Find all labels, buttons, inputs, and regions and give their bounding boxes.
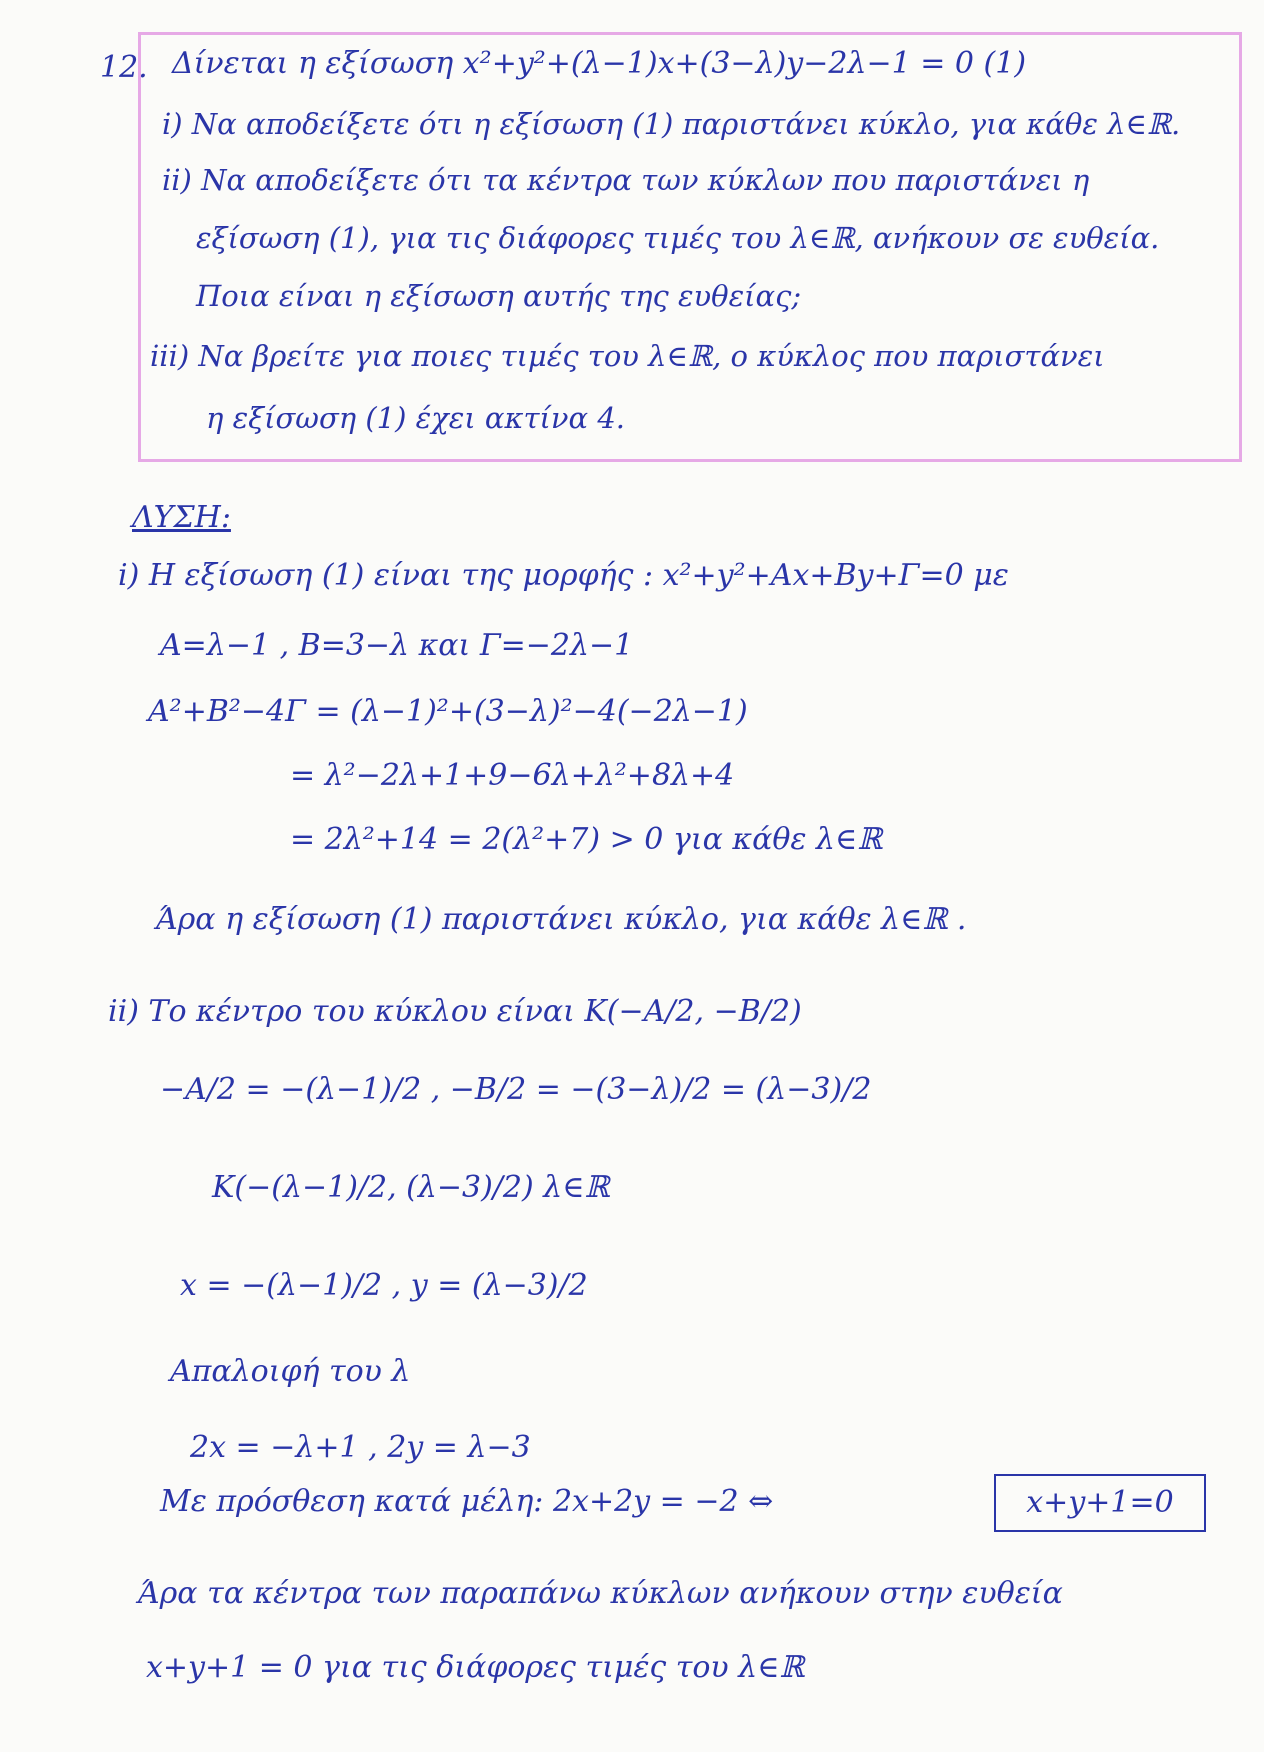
problem-part-ii-line-2: εξίσωση (1), για τις διάφορες τιμές του λ∈ℝ, ανήκουν σε ευθεία. <box>196 221 1160 255</box>
solution-line: A=λ−1 , B=3−λ και Γ=−2λ−1 <box>160 628 634 663</box>
solution-line: K(−(λ−1)/2, (λ−3)/2) λ∈ℝ <box>212 1170 610 1205</box>
solution-line: ii) Το κέντρο του κύκλου είναι K(−A/2, −B/2) <box>108 994 802 1029</box>
problem-part-iii-line-2: η εξίσωση (1) έχει ακτίνα 4. <box>206 401 626 435</box>
solution-line: Απαλοιφή του λ <box>170 1354 411 1389</box>
solution-line: 2x = −λ+1 , 2y = λ−3 <box>190 1430 531 1465</box>
problem-part-iii-line-1: iii) Να βρείτε για ποιες τιμές του λ∈ℝ, ο κύκλος που παριστάνει <box>150 339 1105 373</box>
solution-line: x+y+1 = 0 για τις διάφορες τιμές του λ∈ℝ <box>146 1650 805 1685</box>
solution-line: −A/2 = −(λ−1)/2 , −B/2 = −(3−λ)/2 = (λ−3)/2 <box>160 1072 872 1107</box>
problem-part-ii-line-1: ii) Να αποδείξετε ότι τα κέντρα των κύκλων που παριστάνει η <box>162 163 1090 197</box>
problem-number: 12. <box>100 50 148 85</box>
solution-line: A²+B²−4Γ = (λ−1)²+(3−λ)²−4(−2λ−1) <box>148 694 748 729</box>
problem-part-ii-line-3: Ποια είναι η εξίσωση αυτής της ευθείας; <box>196 279 802 313</box>
solution-line: x = −(λ−1)/2 , y = (λ−3)/2 <box>180 1268 588 1303</box>
problem-part-i: i) Να αποδείξετε ότι η εξίσωση (1) παριστάνει κύκλο, για κάθε λ∈ℝ. <box>162 107 1181 141</box>
solution-line: Με πρόσθεση κατά μέλη: 2x+2y = −2 ⇔ <box>160 1484 774 1519</box>
solution-line: = λ²−2λ+1+9−6λ+λ²+8λ+4 <box>290 758 735 793</box>
solution-line: Άρα τα κέντρα των παραπάνω κύκλων ανήκουν στην ευθεία <box>138 1576 1063 1611</box>
solution-line: i) Η εξίσωση (1) είναι της μορφής : x²+y²+Ax+By+Γ=0 με <box>118 558 1009 593</box>
problem-statement: Δίνεται η εξίσωση x²+y²+(λ−1)x+(3−λ)y−2λ−1 = 0 (1) <box>172 46 1027 81</box>
solution-line: = 2λ²+14 = 2(λ²+7) > 0 για κάθε λ∈ℝ <box>290 822 883 857</box>
solution-line: Άρα η εξίσωση (1) παριστάνει κύκλο, για κάθε λ∈ℝ . <box>156 902 967 937</box>
solution-title: ΛΥΣΗ: <box>132 500 231 535</box>
boxed-result: x+y+1=0 <box>994 1474 1206 1532</box>
